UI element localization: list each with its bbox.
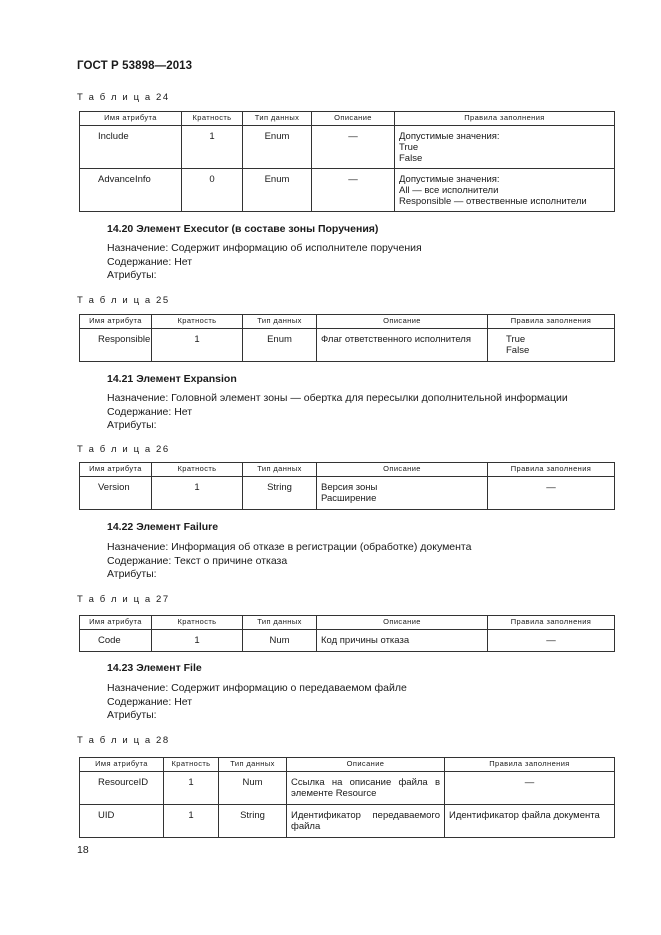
header-cell: Тип данных <box>219 758 287 772</box>
page-number: 18 <box>77 844 89 856</box>
table-24 <box>79 111 615 212</box>
header-cell: Имя атрибута <box>80 463 152 477</box>
header-cell: Правила заполнения <box>395 112 615 126</box>
cell-description: Флаг ответственного исполнителя <box>317 329 488 362</box>
section-14-23-body <box>107 682 407 723</box>
paragraph-line: Назначение: Информация об отказе в регистрации (обработке) документа <box>107 541 472 553</box>
cell-type: Num <box>219 772 287 805</box>
rules-line: True <box>506 334 526 345</box>
table-28 <box>79 757 615 838</box>
cell-attr-name: Responsible <box>80 329 152 362</box>
table-24-caption: Т а б л и ц а 24 <box>77 92 170 103</box>
paragraph-line: Содержание: Нет <box>107 695 193 708</box>
cell-rules: — <box>488 630 615 652</box>
rules-line: All — все исполнители <box>399 185 499 196</box>
cell-description: Ссылка на описание файла в элементе Resource <box>287 772 445 805</box>
section-14-20-title: 14.20 Элемент Executor (в составе зоны Поручения) <box>107 223 379 235</box>
header-cell: Кратность <box>164 758 219 772</box>
cell-description: Идентификатор передаваемого файла <box>287 805 445 838</box>
cell-type: Enum <box>243 126 312 169</box>
table-28-caption: Т а б л и ц а 28 <box>77 735 170 746</box>
cell-multiplicity: 1 <box>164 772 219 805</box>
header-cell: Кратность <box>182 112 243 126</box>
cell-type: Num <box>243 630 317 652</box>
paragraph-line: Атрибуты: <box>107 568 157 580</box>
header-cell: Кратность <box>152 616 243 630</box>
paragraph-line: Содержание: Нет <box>107 255 193 268</box>
cell-type: String <box>219 805 287 838</box>
cell-attr-name: Code <box>80 630 152 652</box>
section-14-20-body <box>107 242 422 283</box>
header-cell: Кратность <box>152 315 243 329</box>
cell-attr-name: Version <box>80 477 152 510</box>
cell-description <box>317 477 488 510</box>
header-cell: Описание <box>317 463 488 477</box>
header-cell: Описание <box>317 315 488 329</box>
table-27-caption: Т а б л и ц а 27 <box>77 594 170 605</box>
description-line: Версия зоны <box>321 482 378 493</box>
paragraph-line: Атрибуты: <box>107 269 157 281</box>
section-14-23-title: 14.23 Элемент File <box>107 662 202 674</box>
cell-rules: — <box>445 772 615 805</box>
table-header-row <box>80 463 615 477</box>
table-header-row <box>80 315 615 329</box>
header-cell: Имя атрибута <box>80 112 182 126</box>
table-header-row <box>80 758 615 772</box>
paragraph-line: Атрибуты: <box>107 419 157 431</box>
paragraph-line: Содержание: Текст о причине отказа <box>107 554 288 567</box>
table-row <box>80 329 615 362</box>
header-cell: Правила заполнения <box>488 315 615 329</box>
table-row <box>80 169 615 212</box>
table-26 <box>79 462 615 510</box>
cell-rules: Идентификатор файла документа <box>445 805 615 838</box>
table-26-caption: Т а б л и ц а 26 <box>77 444 170 455</box>
cell-type: String <box>243 477 317 510</box>
cell-rules <box>395 126 615 169</box>
cell-attr-name: AdvanceInfo <box>80 169 182 212</box>
cell-multiplicity: 0 <box>182 169 243 212</box>
cell-attr-name: Include <box>80 126 182 169</box>
paragraph-line: Назначение: Содержит информацию о передаваемом файле <box>107 682 407 694</box>
cell-multiplicity: 1 <box>152 329 243 362</box>
table-row <box>80 805 615 838</box>
cell-rules: — <box>488 477 615 510</box>
cell-description: — <box>312 126 395 169</box>
description-line: Расширение <box>321 493 377 504</box>
cell-multiplicity: 1 <box>152 477 243 510</box>
table-row <box>80 126 615 169</box>
section-14-22-title: 14.22 Элемент Failure <box>107 521 219 533</box>
cell-type: Enum <box>243 329 317 362</box>
header-cell: Описание <box>287 758 445 772</box>
table-row <box>80 772 615 805</box>
header-cell: Правила заполнения <box>488 463 615 477</box>
section-14-21-title: 14.21 Элемент Expansion <box>107 373 237 385</box>
header-cell: Описание <box>317 616 488 630</box>
table-header-row <box>80 112 615 126</box>
rules-line: Допустимые значения: <box>399 131 500 142</box>
cell-rules <box>488 329 615 362</box>
header-cell: Тип данных <box>243 315 317 329</box>
rules-line: Responsible — отвественные исполнители <box>399 196 587 207</box>
paragraph-line: Назначение: Содержит информацию об исполнителе поручения <box>107 242 422 254</box>
cell-multiplicity: 1 <box>152 630 243 652</box>
cell-rules <box>395 169 615 212</box>
section-14-21-body <box>107 392 568 433</box>
header-cell: Тип данных <box>243 616 317 630</box>
header-cell: Правила заполнения <box>445 758 615 772</box>
paragraph-line: Назначение: Головной элемент зоны — обертка для пересылки дополнительной информации <box>107 392 568 404</box>
header-cell: Тип данных <box>243 112 312 126</box>
header-cell: Тип данных <box>243 463 317 477</box>
header-cell: Описание <box>312 112 395 126</box>
rules-line: False <box>399 153 423 164</box>
header-cell: Имя атрибута <box>80 616 152 630</box>
cell-description: Код причины отказа <box>317 630 488 652</box>
table-25-caption: Т а б л и ц а 25 <box>77 295 170 306</box>
cell-multiplicity: 1 <box>182 126 243 169</box>
table-27 <box>79 615 615 652</box>
document-header: ГОСТ Р 53898—2013 <box>77 60 193 72</box>
table-row <box>80 630 615 652</box>
paragraph-line: Содержание: Нет <box>107 405 193 418</box>
header-cell: Имя атрибута <box>80 315 152 329</box>
rules-line: True <box>399 142 419 153</box>
cell-attr-name: UID <box>80 805 164 838</box>
table-25 <box>79 314 615 362</box>
cell-description: — <box>312 169 395 212</box>
cell-type: Enum <box>243 169 312 212</box>
rules-line: False <box>506 345 530 356</box>
header-cell: Правила заполнения <box>488 616 615 630</box>
header-cell: Кратность <box>152 463 243 477</box>
cell-attr-name: ResourceID <box>80 772 164 805</box>
header-cell: Имя атрибута <box>80 758 164 772</box>
table-row <box>80 477 615 510</box>
table-header-row <box>80 616 615 630</box>
section-14-22-body <box>107 541 471 582</box>
paragraph-line: Атрибуты: <box>107 709 157 721</box>
cell-multiplicity: 1 <box>164 805 219 838</box>
rules-line: Допустимые значения: <box>399 174 500 185</box>
